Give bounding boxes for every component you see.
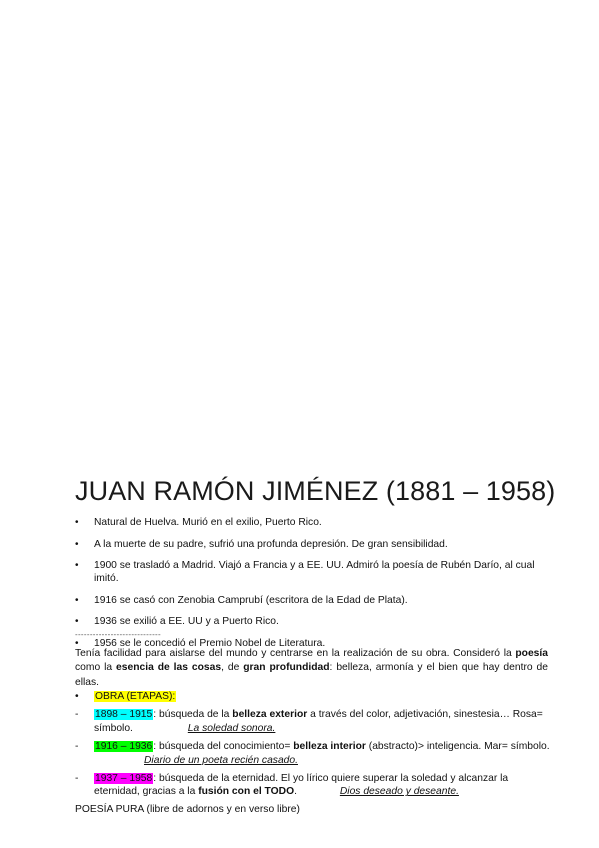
works-heading: OBRA (ETAPAS): [95,691,176,702]
paragraph-text: Tenía facilidad para aislarse del mundo y centrarse en la realización de su obra. Consideró la [75,648,516,659]
stage-work-title: La soledad sonora. [187,722,276,734]
stage-years: 1937 – 1958 [95,773,153,785]
stage-work-title: Diario de un poeta recién casado. [144,754,298,766]
pure-poetry-note: POESÍA PURA (libre de adornos y en verso libre) [75,804,300,815]
bullet-marker: • [75,560,79,571]
works-heading-row [75,690,550,703]
list-item-text: 1916 se casó con Zenobia Camprubí (escritora de la Edad de Plata). [94,594,408,606]
list-item-text: A la muerte de su padre, sufrió una profunda depresión. De gran sensibilidad. [94,538,448,550]
bullet-marker: • [75,538,79,550]
list-item [75,516,555,529]
paragraph-bold: gran profundidad [243,662,330,674]
intro-paragraph [75,647,548,690]
list-item-text: 1936 se exilió a EE. UU y a Puerto Rico. [94,616,279,627]
bullet-marker: • [75,637,79,649]
list-item [75,594,555,607]
stage-text: : búsqueda de la [153,709,233,721]
paragraph-text: , de [221,662,244,674]
dash-marker: - [75,741,79,753]
separator-line: ----------------------------- [75,630,161,639]
paragraph-bold: poesía [515,648,548,659]
stage-text: a través del color, adjetivación, sinestesia… Rosa= símbolo. [94,709,543,734]
list-item-text: 1900 se trasladó a Madrid. Viajó a Francia y a EE. UU. Admiró la poesía de Rubén Darío, al cual imitó. [94,560,535,584]
stage-bold: belleza interior [293,741,366,753]
stage-text: (abstracto)> inteligencia. Mar= símbolo. [365,741,550,753]
bullet-marker: • [75,517,79,528]
paragraph-text: : belleza, armonía y el bien que hay dentro de ellas. [75,662,548,688]
list-item [75,615,555,628]
dash-marker: - [75,773,79,785]
list-item-text: 1956 se le concedió el Premio Nobel de Literatura. [94,637,326,649]
page-title: JUAN RAMÓN JIMÉNEZ (1881 – 1958) [75,476,556,506]
stage-bold: belleza exterior [232,709,308,721]
stage-text: . [294,786,297,798]
paragraph-bold: esencia de las cosas [116,662,222,674]
stage-text: : búsqueda de la eternidad. El yo lírico quiere superar la soledad y alcanzar la eternidad, gracias a la [94,773,509,798]
stage-years: 1916 – 1936 [95,741,153,753]
stage-item [75,740,550,767]
list-item [75,538,555,551]
bullet-marker: • [75,594,79,606]
stage-item [75,708,550,735]
stage-bold: fusión con el TODO [198,786,295,798]
dash-marker: - [75,709,79,721]
stage-work-title: Dios deseado y deseante. [339,786,459,798]
stage-text: : búsqueda del conocimiento= [153,741,294,753]
paragraph-text: como la [75,662,117,674]
bullet-marker: • [75,691,79,702]
list-item-text: Natural de Huelva. Murió en el exilio, Puerto Rico. [94,517,322,528]
works-section [75,690,550,804]
stage-item [75,772,550,799]
list-item [75,559,555,585]
stage-years: 1898 – 1915 [95,709,153,721]
bullet-marker: • [75,616,79,627]
